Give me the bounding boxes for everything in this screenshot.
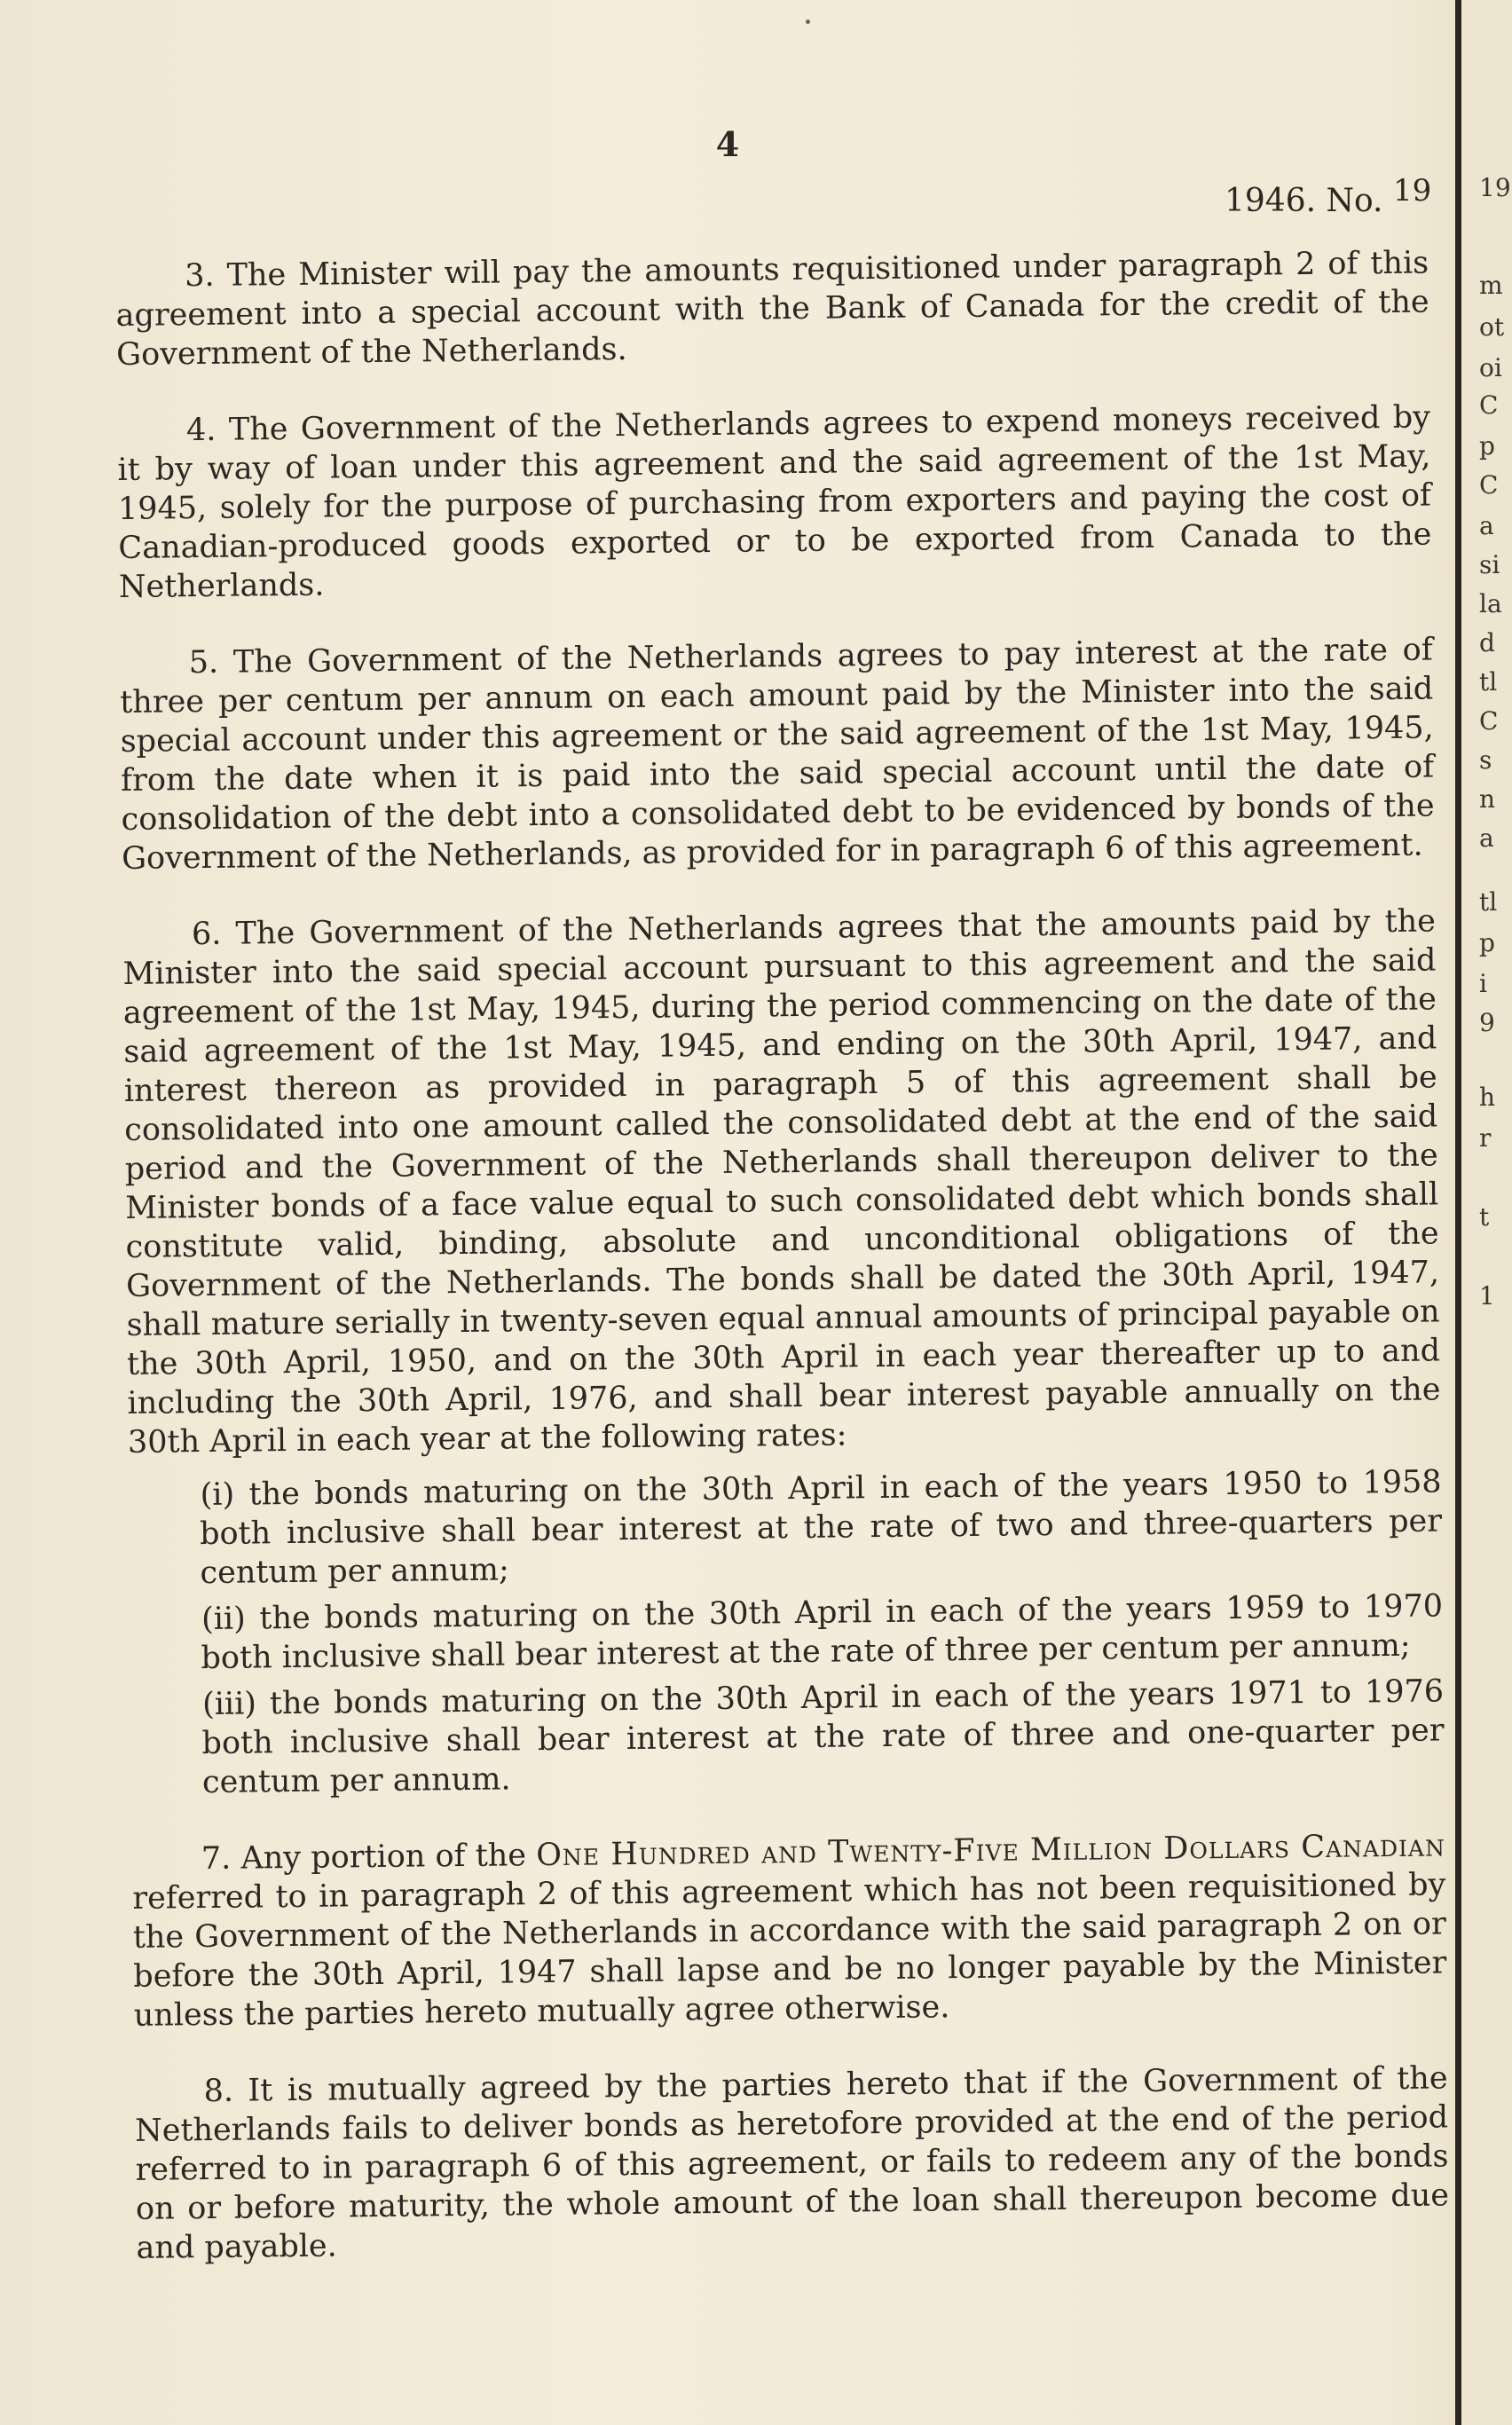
paragraph-7: [132, 1826, 1447, 2035]
adjacent-fragment: 1: [1479, 1281, 1495, 1311]
adjacent-fragment: 9: [1479, 1008, 1495, 1037]
document-number: 19: [1392, 173, 1432, 209]
paragraph-7-suffix: referred to in paragraph 2 of this agreement which has not been requisitioned by the Government of the Netherlands in accordance with the said paragraph 2 on or before the 30th April, 1947 shall lapse and be no longer payable by the Minister unless the parties hereto mutually agree otherwise.: [132, 1867, 1447, 2034]
paragraph-6: 6. The Government of the Netherlands agrees that the amounts paid by the Minister into the said special account pursuant to this agreement and the said agreement of the 1st May, 1945, during the period commencing on the date of the said agreement of the 1st May, 1945, and ending on the 30th April, 1947, and interest thereon as provided in paragraph 5 of this agreement shall be consolidated into one amount called the consolidated debt at the end of the said period and the Government of the Netherlands shall thereupon deliver to the Minister bonds of a face value equal to such consolidated debt which bonds shall constitute valid, binding, absolute and unconditional obligations of the Government of the Netherlands. The bonds shall be dated the 30th April, 1947, shall mature serially in twenty-seven equal annual amounts of principal payable on the 30th April, 1950, and on the 30th April in each year thereafter up to and including the 30th April, 1976, and shall bear interest payable annually on the 30th April in each year at the following rates:: [122, 903, 1441, 1461]
adjacent-fragment: r: [1479, 1123, 1492, 1153]
paragraph-7-amount: One Hundred and Twenty-Five Million Dollars Canadian: [536, 1828, 1446, 1874]
adjacent-fragment: n: [1479, 784, 1496, 814]
adjacent-fragment: p: [1479, 928, 1495, 957]
adjacent-fragment: i: [1479, 969, 1487, 998]
sub-item-iii: (iii) the bonds maturing on the 30th April in each of the years 1971 to 1976 both inclusive shall bear interest at the rate of three and one-quarter per centum per annum.: [201, 1673, 1445, 1801]
adjacent-fragment: C: [1479, 470, 1499, 500]
paragraph-7-prefix: 7. Any portion of the: [201, 1838, 537, 1878]
adjacent-fragment: d: [1479, 628, 1495, 657]
adjacent-fragment: a: [1479, 823, 1494, 853]
paragraph-4: 4. The Government of the Netherlands agrees to expend moneys received by it by way of loan under this agreement and the said agreement of the 1st May, 1945, solely for the purpose of purchasing from exporters and paying the cost of Canadian-produced goods exported or to be exported from Canada to the Netherlands.: [117, 399, 1432, 605]
sub-item-ii: (ii) the bonds maturing on the 30th April in each of the years 1959 to 1970 both inclusive shall bear interest at the rate of three per centum per annum;: [201, 1588, 1444, 1677]
document-reference: [1225, 173, 1432, 219]
adjacent-fragment: si: [1479, 550, 1500, 579]
adjacent-fragment: oi: [1479, 353, 1502, 382]
document-body: [115, 244, 1450, 2305]
sub-item-i: (i) the bonds maturing on the 30th April in each of the years 1950 to 1958 both inclusive shall bear interest at the rate of two and three-quarters per centum per annum;: [199, 1464, 1443, 1592]
adjacent-fragment: 19: [1479, 173, 1511, 202]
adjacent-fragment: ot: [1479, 312, 1505, 342]
paragraph-5: 5. The Government of the Netherlands agrees to pay interest at the rate of three per centum per annum on each amount paid by the Minister into the said special account under this agreement or the said agreement of the 1st May, 1945, from the date when it is paid into the said special account until the date of consolidation of the debt into a consolidated debt to be evidenced by bonds of the Government of the Netherlands, as provided for in paragraph 6 of this agreement.: [120, 632, 1435, 877]
adjacent-fragment: m: [1479, 271, 1503, 300]
document-number-label: No.: [1326, 183, 1383, 219]
speck: [806, 20, 810, 24]
adjacent-fragment: la: [1479, 589, 1502, 618]
adjacent-fragment: a: [1479, 511, 1494, 540]
adjacent-page-edge: [1461, 0, 1512, 2425]
adjacent-fragment: C: [1479, 706, 1499, 736]
adjacent-fragment: h: [1479, 1083, 1496, 1112]
adjacent-fragment: s: [1479, 745, 1492, 775]
adjacent-fragment: C: [1479, 390, 1499, 420]
page-number: 4: [715, 124, 740, 164]
book-spine-gutter: [1455, 0, 1461, 2425]
adjacent-fragment: t: [1479, 1202, 1490, 1232]
paragraph-3: 3. The Minister will pay the amounts requisitioned under paragraph 2 of this agreement into a special account with the Bank of Canada for the credit of the Government of the Netherlands.: [115, 245, 1429, 373]
adjacent-fragment: p: [1479, 431, 1495, 461]
paragraph-8: 8. It is mutually agreed by the parties hereto that if the Government of the Netherlands fails to deliver bonds as heretofore provided at the end of the period referred to in paragraph 6 of this agreement, or fails to redeem any of the bonds on or before maturity, the whole amount of the loan shall thereupon become due and payable.: [134, 2060, 1450, 2266]
adjacent-fragment: tl: [1479, 667, 1498, 697]
document-year: 1946.: [1225, 183, 1317, 219]
adjacent-fragment: tl: [1479, 887, 1498, 917]
